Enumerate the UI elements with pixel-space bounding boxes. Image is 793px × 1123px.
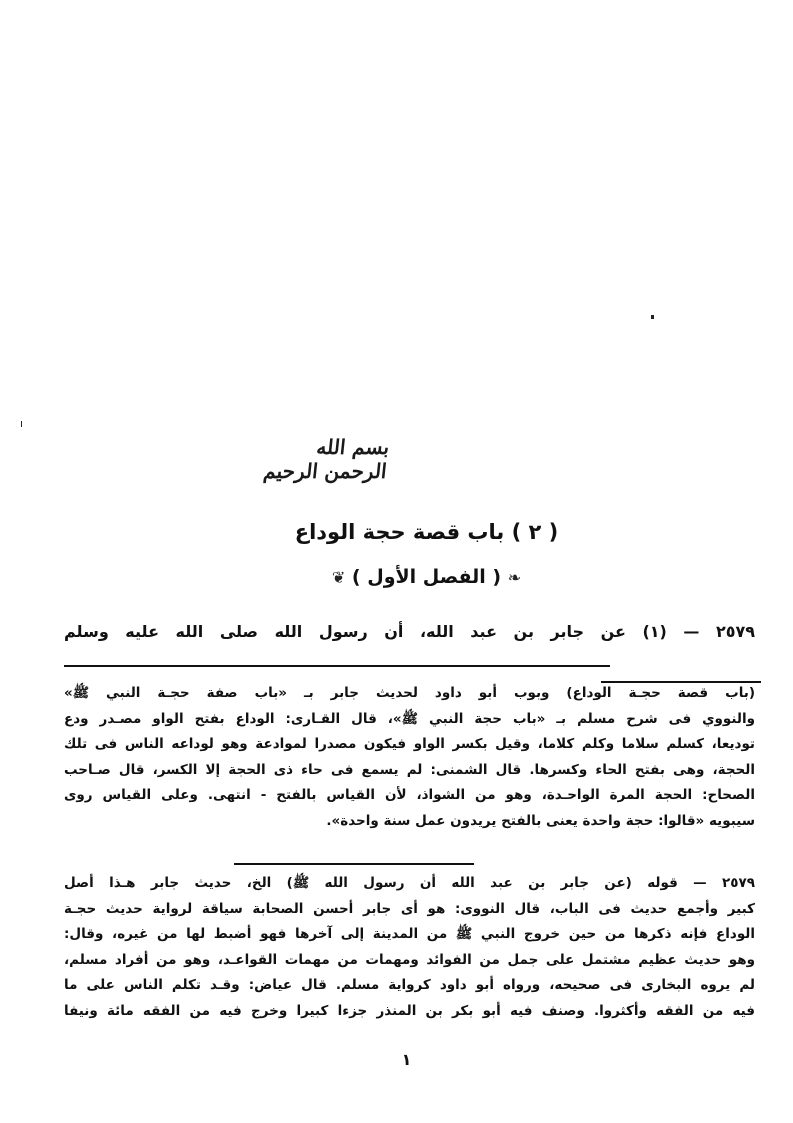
hadith-text-line: ٢٥٧٩ — (١) عن جابر بن عبد الله، أن رسول الله صلى الله عليه وسلم <box>64 622 756 641</box>
ornament-icon: ❧ <box>507 568 522 587</box>
chapter-title: ( ٢ ) باب قصة حجة الوداع <box>294 520 559 544</box>
footnote-divider <box>64 665 610 667</box>
section-title <box>0 566 793 588</box>
commentary-line: الحجة، وهى بفتح الحاء وكسرها. قال الشمنى: لم يسمع فى حاء ذى الحجة إلا الكسر، قال صـاحب <box>64 761 755 778</box>
scan-speck <box>21 421 22 427</box>
commentary-line: الصحاح: الحجة المرة الواحـدة، وهو من الشواذ، لأن القياس بالفتح - انتهى. وعلى القياس روى <box>64 787 755 803</box>
scan-speck <box>651 315 654 319</box>
commentary-line: سيبويه «قالوا: حجة واحدة يعنى بالفتح يريدون عمل سنة واحدة». <box>326 812 755 829</box>
commentary-line: والنووي فى شرح مسلم بـ «باب حجة النبي ﷺ»، قال القـارى: الوداع بفتح الواو مصـدر ودع <box>64 710 755 727</box>
commentary-block-1 <box>64 681 755 834</box>
commentary-line: الوداع فإنه ذكرها من حين خروج النبي ﷺ من المدينة إلى آخرها فهو أضبط لها من غيره، وقال: <box>64 926 755 942</box>
commentary-line: (باب قصة حجـة الوداع) وبوب أبو داود لحديث جابر بـ «باب صفة حجـة النبي ﷺ» <box>64 685 755 701</box>
commentary-line: ٢٥٧٩ — قوله (عن جابر بن عبد الله أن رسول الله ﷺ) الخ، حديث جابر هـذا أصل <box>64 875 755 891</box>
lemma-overline <box>234 863 474 865</box>
commentary-line: فيه من الفقه وأكثروا. وصنف فيه أبو بكر بن المنذر جزءا كبيرا وخرج فيه من الفقه مائة ونيفا <box>64 1002 755 1019</box>
basmala-calligraphy: بسم الله الرحمن الرحيم <box>262 435 391 483</box>
commentary-line: توديعا، كسلم سلاما وكلم كلاما، وقيل بكسر الواو فيكون مصدرا لموادعة وهو لوداعه الناس فى تلك <box>64 736 755 752</box>
commentary-line: كبير وأجمع حديث فى الباب، قال النووى: هو أى جابر أحسن الصحابة سياقة لرواية حديث حجـة <box>64 900 755 917</box>
commentary-block-2 <box>64 871 755 1024</box>
section-title-text: ( الفصل الأول ) <box>351 566 502 588</box>
page-number: ١ <box>401 1050 412 1069</box>
ornament-icon: ❦ <box>331 568 346 587</box>
commentary-line: وهو حديث عظيم مشتمل على جمل من الفوائد ومهمات من مهمات القواعـد، وهو من أفراد مسلم، <box>64 951 755 968</box>
commentary-line: لم يروه البخارى فى صحيحه، ورواه أبو داود كرواية مسلم. قال عياض: وقـد تكلم الناس على ما <box>64 977 755 993</box>
